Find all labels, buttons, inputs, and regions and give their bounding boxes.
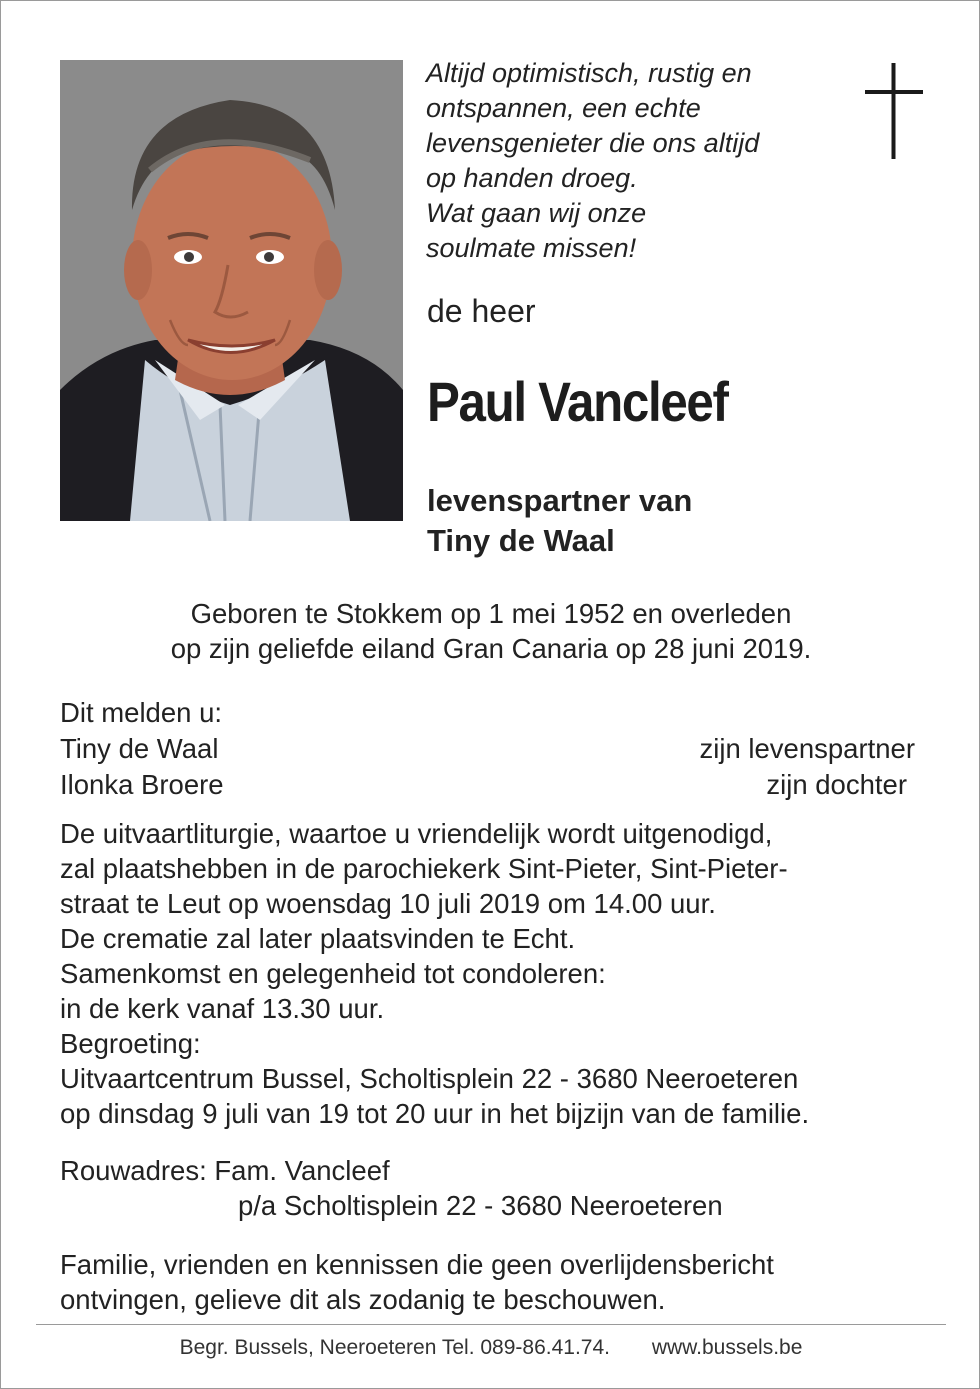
notice-text: Familie, vrienden en kennissen die geen overlijdensbericht ontvingen, gelieve dit als zodanig te beschouwen. bbox=[60, 1249, 774, 1315]
mourning-address bbox=[60, 1153, 940, 1223]
mourning-address-line2: p/a Scholtisplein 22 - 3680 Neeroeteren bbox=[238, 1190, 723, 1221]
footer-divider bbox=[36, 1324, 946, 1325]
funeral-details: De uitvaartliturgie, waartoe u vriendelijk wordt uitgenodigd, zal plaatshebben in de parochiekerk Sint-Pieter, Sint-Pieter- straat te Leut op woensdag 10 juli 2019 om 14.00 uur. De crematie zal later plaatsvinden te Echt. Samenkomst en gelegenheid tot condoleren: in de kerk vanaf 13.30 uur. Begroeting: Uitvaartcentrum Bussel, Scholtisplein 22 - 3680 Neeroeteren op dinsdag 9 juli van 19 tot 20 uur in het bijzijn van de familie. bbox=[60, 818, 810, 1129]
relation-text: levenspartner van Tiny de Waal bbox=[427, 483, 693, 558]
undertaker-info: Begr. Bussels, Neeroeteren Tel. 089-86.41.74. bbox=[179, 1336, 610, 1359]
mourning-address-line1: Rouwadres: Fam. Vancleef bbox=[60, 1155, 390, 1186]
salutation: de heer bbox=[427, 293, 536, 329]
deceased-name: Paul Vancleef bbox=[427, 370, 728, 433]
announcers-intro: Dit melden u: bbox=[60, 697, 223, 728]
memorial-quote: Altijd optimistisch, rustig en ontspannen, een echte levensgenieter die ons altijd op handen droeg. Wat gaan wij onze soulmate missen! bbox=[426, 58, 760, 263]
footer bbox=[1, 1336, 980, 1360]
announcer-name: Tiny de Waal bbox=[60, 733, 219, 764]
portrait-photo bbox=[60, 60, 403, 521]
announcer-row bbox=[60, 767, 920, 803]
website-link[interactable]: www.bussels.be bbox=[651, 1336, 803, 1359]
cross-icon bbox=[865, 63, 923, 159]
announcers-block bbox=[60, 695, 920, 803]
announcer-role: zijn levenspartner bbox=[699, 733, 915, 764]
announcer-row bbox=[60, 731, 920, 767]
birth-death-text: Geboren te Stokkem op 1 mei 1952 en overleden op zijn geliefde eiland Gran Canaria op 28 juni 2019. bbox=[170, 598, 812, 664]
announcer-role: zijn dochter bbox=[766, 769, 907, 800]
announcer-name: Ilonka Broere bbox=[60, 769, 224, 800]
portrait-image bbox=[60, 60, 403, 521]
